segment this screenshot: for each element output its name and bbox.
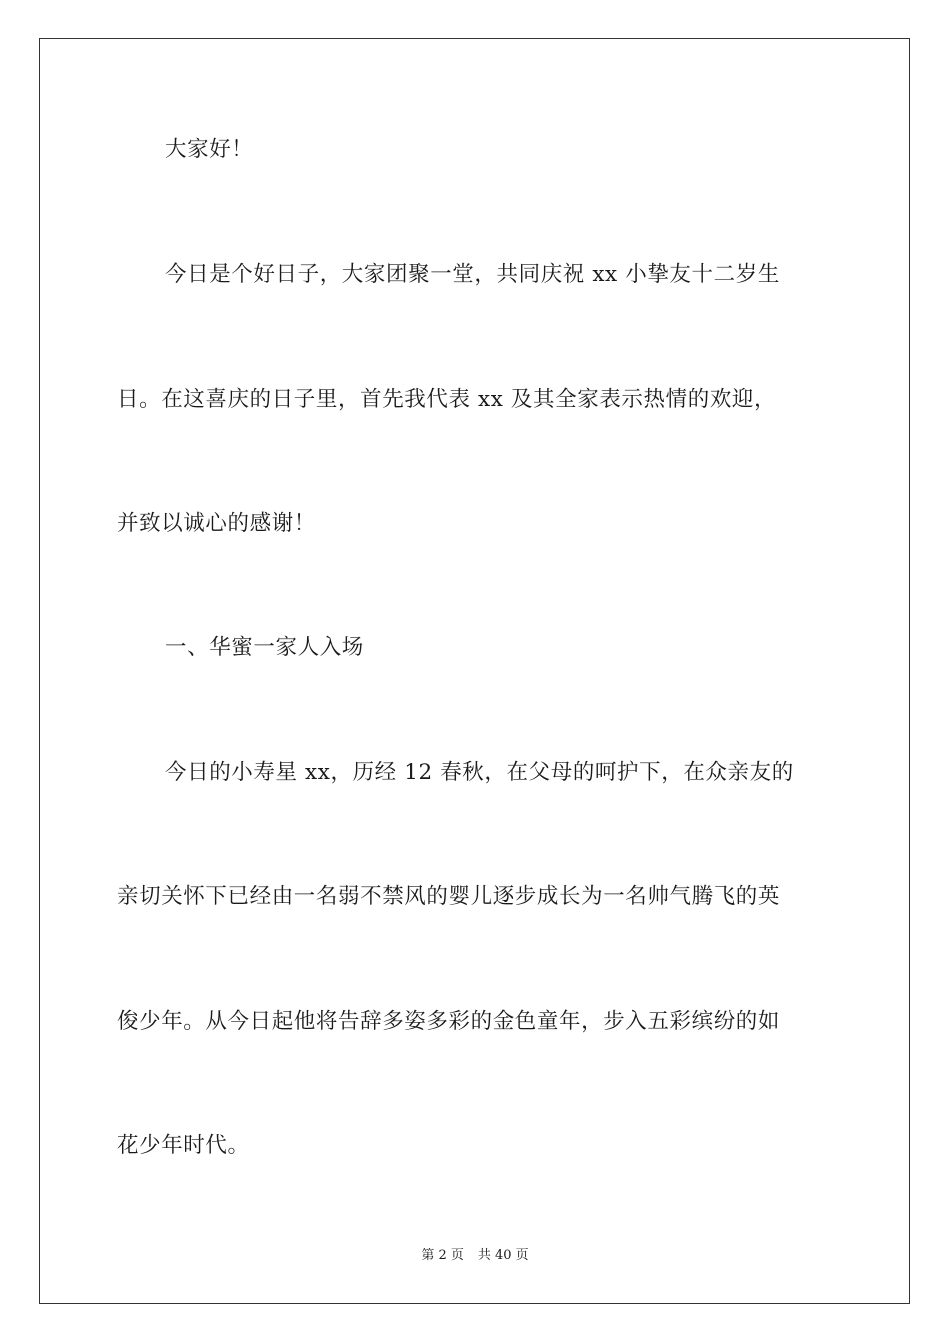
page-total: 共 40 页 (477, 1248, 529, 1263)
section-heading: 一、华蜜一家人入场 (165, 635, 364, 660)
greeting-line: 大家好！ (165, 137, 254, 162)
paragraph-line: 亲切关怀下已经由一名弱不禁风的婴儿逐步成长为一名帅气腾飞的英 (117, 884, 781, 909)
paragraph-line: 俊少年。从今日起他将告辞多姿多彩的金色童年，步入五彩缤纷的如 (117, 1009, 781, 1034)
page-number: 第 2 页 (421, 1248, 464, 1263)
paragraph-line: 今日的小寿星 xx，历经 12 春秋，在父母的呵护下，在众亲友的 (165, 760, 794, 785)
paragraph-line: 日。在这喜庆的日子里，首先我代表 xx 及其全家表示热情的欢迎， (117, 387, 777, 412)
paragraph-line: 今日是个好日子，大家团聚一堂，共同庆祝 xx 小挚友十二岁生 (165, 262, 780, 287)
page-footer (0, 1247, 950, 1265)
paragraph-line: 并致以诚心的感谢！ (117, 511, 316, 536)
page-border (39, 38, 910, 1304)
paragraph-line: 花少年时代。 (117, 1133, 250, 1158)
